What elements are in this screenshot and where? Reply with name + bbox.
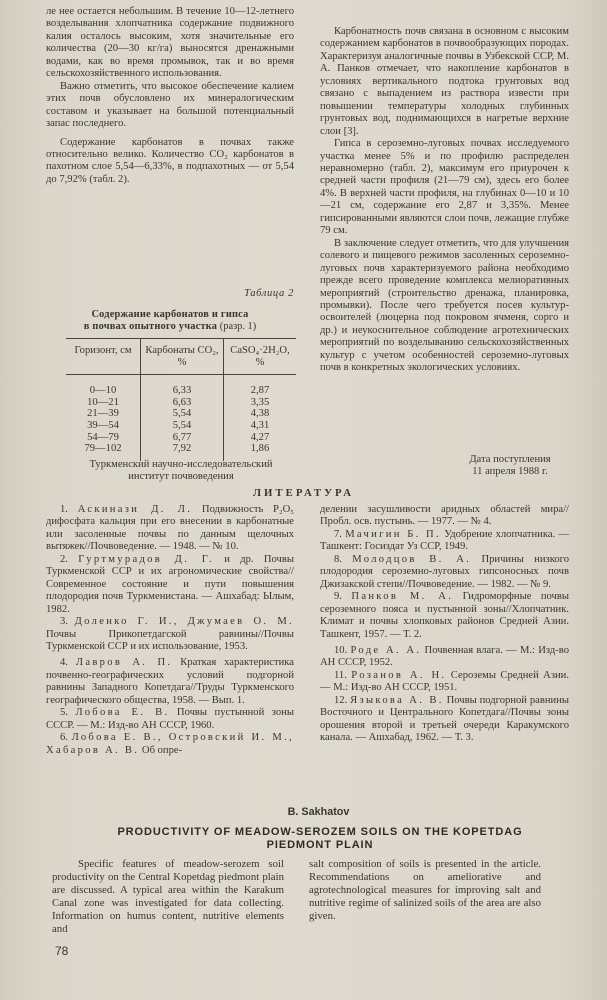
institute-line: институт почвоведения [128, 471, 234, 483]
cell-gypsum: 4,27 [250, 431, 270, 443]
cell-gypsum: 2,87 [250, 385, 270, 397]
table-title-line2: в почвах опытного участка [83, 321, 218, 333]
carbonate-gypsum-table [66, 338, 296, 461]
abstract-title [70, 826, 570, 852]
page-number: 78 [55, 944, 69, 958]
reference-item: 9. Панков М. А. Гидроморфные почвы сероземного пояса и пустынной зоны//Хлопчатник. Климат и почвы хлопковых районов Средней Азии. Ташкент, 1957. — Т. 2. [320, 591, 569, 640]
abstract-text: Specific features of meadow-serozem soil productivity on the Central Kopetdag piedmont plain are discussed. A typical area within the Karakum Canal zone was investigated for data collecting. Information on humus content, nutritive elements and [52, 858, 284, 935]
column-header-horizon: Горизонт, см [66, 339, 141, 375]
cell-horizon: 54—79 [66, 432, 141, 444]
table-row [66, 432, 296, 444]
reference-author: Мачигин Б. П. [345, 528, 441, 540]
references-left [46, 504, 294, 757]
reference-author: Лавров А. П. [75, 657, 173, 669]
abstract-right-column [309, 858, 541, 923]
table-title [46, 309, 294, 334]
paragraph: Содержание карбонатов в почвах также относительно велико. Количество CO₂ карбонатов в пахотном слое 5,54—6,33%, в подпахотных — от 5,54 до 7,92% (табл. 2). [46, 136, 294, 185]
abstract-title-line: PIEDMONT PLAIN [266, 839, 374, 851]
paragraph: Важно отметить, что высокое обеспечение калием этих почв обусловлено их минералогическим составом и указывает на большой потенциальный запас последнего. [46, 80, 294, 130]
cell-carbonates: 6,77 [141, 432, 224, 444]
paragraph: Гипса в сероземно-луговых почвах исследуемого участка менее 5% и по профилю распределен неравномерно (табл. 2), максимум его приурочен к средней части профиля (21—79 см), здесь его более 4%. В верхней части профиля, на глубинах 0—10 и 10—21 см, содержание его 2,87 и 3,35%. Менее гипсированными являются слои почв, лежащие глубже 79 см. [320, 138, 569, 237]
institute-line: Туркменский научно-исследовательский [89, 459, 273, 470]
reference-item: 2. Гуртмурадов Д. Г. и др. Почвы Туркменской ССР и их агрономические свойства//Современное состояние и пути повышения плодородия почв Туркменистана. — Ашхабад: Ылым, 1982. [46, 553, 294, 615]
abstract-left-column [52, 858, 284, 936]
cell-carbonates: 5,54 [141, 408, 224, 420]
reference-item: 5. Лобова Е. В. Почвы пустынной зоны СССР. — М.: Изд-во АН СССР, 1960. [46, 707, 294, 731]
reference-item: 1. Аскинази Д. Л. Подвижность P₂O₅ дифосфата кальция при его внесении в карбонатные или засоленные почвы по данным щелочных вытяжек//Почвоведение. — 1948. — № 10. [46, 504, 294, 553]
column-header-carbonates: Карбонаты CO₂, % [141, 339, 224, 375]
reference-author: Лобова Е. В., Островский И. М., Хабаров А. В. [46, 732, 294, 756]
cell-horizon: 79—102 [66, 443, 141, 461]
table-row [66, 397, 296, 409]
cell-gypsum: 4,31 [250, 419, 270, 431]
cell-gypsum: 4,38 [250, 408, 270, 420]
cell-horizon: 21—39 [66, 408, 141, 420]
right-column-text [320, 26, 569, 375]
received-value: 11 апреля 1988 г. [472, 466, 548, 478]
abstract-text: salt composition of soils is presented in the article. Recommendations on ameliorative and agrotechnological measures for improving salt and nutritive regime of salinized soils of the area are also given. [309, 858, 541, 922]
cell-carbonates: 6,33 [141, 375, 224, 397]
reference-item: 11. Розанов А. Н. Сероземы Средней Азии. — М.: Изд-во АН СССР, 1951. [320, 669, 570, 694]
cell-horizon: 39—54 [66, 420, 141, 432]
paragraph: ле нее остается небольшим. В течение 10—12-летнего возделывания хлопчатника содержание подвижного калия осталось высоким, хотя значительные его количества (20—30 кг/га) выносятся дренажными водами, как во время промывок, так и во время сельскохозяйственного использования. [46, 6, 294, 80]
reference-item: 12. Языкова А. В. Почвы подгорной равнины Восточного и Центрального Копетдага//Почвы зоны орошения второй и третьей очереди Каракумского канала. — Ашхабад, 1962. — Т. 3. [320, 694, 569, 744]
received-label: Дата поступления [469, 454, 551, 465]
reference-author: Доленко Г. И., Джумаев О. М. [74, 616, 294, 628]
references-right [320, 504, 569, 745]
cell-horizon: 0—10 [66, 375, 141, 397]
table-title-section: (разр. 1) [219, 321, 257, 333]
reference-author: Роде А. А. [350, 644, 422, 656]
paragraph: Карбонатность почв связана в основном с высоким содержанием карбонатов в почвообразующих породах. Характеризуя аналогичные почвы в Узбекской ССР, М. А. Панков отмечает, что накопление карбонатов в условиях вертикального подтока грунтовых вод связано с выпадением из раствора извести при повышении температуры холодных глубинных грунтовых вод, поднимающихся в нагретые верхние слои [3]. [320, 26, 569, 137]
received-date [440, 454, 580, 479]
reference-item: 7. Мачигин Б. П. Удобрение хлопчатника. — Ташкент: Госиздат Уз ССР, 1949. [320, 528, 569, 553]
reference-author: Языкова А. В. [350, 694, 444, 706]
cell-carbonates: 5,54 [141, 420, 224, 432]
table-row [66, 420, 296, 432]
cell-carbonates: 6,63 [141, 397, 224, 409]
table-label: Таблица 2 [244, 288, 294, 299]
table-row [66, 375, 296, 397]
abstract-title-line: PRODUCTIVITY OF MEADOW-SEROZEM SOILS ON THE KOPETDAG [117, 826, 523, 838]
cell-horizon: 10—21 [66, 397, 141, 409]
cell-gypsum: 3,35 [250, 396, 270, 408]
reference-author: Аскинази Д. Л. [77, 504, 193, 515]
references-heading: ЛИТЕРАТУРА [252, 487, 355, 499]
reference-author: Панков М. А. [351, 591, 454, 603]
cell-carbonates: 7,92 [141, 443, 224, 461]
table-row [66, 408, 296, 420]
reference-author: Лобова Е. В. [75, 707, 170, 719]
reference-item: 3. Доленко Г. И., Джумаев О. М. Почвы Прикопетдагской равнины//Почвы Туркменской ССР и их использование, 1953. [46, 616, 294, 652]
reference-item: 6. Лобова Е. В., Островский И. М., Хабаров А. В. Об опре- [46, 732, 294, 756]
paragraph: В заключение следует отметить, что для улучшения солевого и пищевого режимов засоленных сероземно-луговых почв характеризуемого района необходимо прежде всего проведение комплекса мелиоративных мероприятий (строительство дренажа, планировка, промывки). После чего требуется посев культур-освоителей (люцерна под покровом ячменя, сорго и др.) и неукоснительное соблюдение агротехнических мероприятий по возделыванию сельскохозяйственных культур с учетом особенностей сероземно-луговых почв в конкретных экологических условиях. [320, 237, 569, 374]
abstract-author: B. Sakhatov [287, 806, 350, 818]
reference-author: Розанов А. Н. [351, 669, 447, 681]
reference-author: Гуртмурадов Д. Г. [78, 553, 214, 565]
reference-continuation: делении засушливости аридных областей мира//Пробл. осв. пустынь. — 1977. — № 4. [320, 504, 569, 528]
reference-item: 4. Лавров А. П. Краткая характеристика почвенно-географических условий подгорной равнины Западного Копетдага//Труды Туркменского географического общества, 1958. — Вып. 1. [46, 657, 294, 706]
reference-author: Молодцов В. А. [352, 553, 472, 565]
left-column-text [46, 6, 294, 186]
reference-item: 8. Молодцов В. А. Причины низкого плодородия сероземно-луговых гипсоносных почв Джизакской степи//Почвоведение. — 1982. — № 9. [320, 553, 569, 590]
cell-gypsum: 1,86 [250, 443, 270, 455]
institute-affiliation [46, 459, 316, 484]
column-header-gypsum: CaSO₄·2H₂O, % [224, 339, 297, 375]
reference-item: 10. Роде А. А. Почвенная влага. — М.: Изд-во АН СССР, 1952. [320, 644, 569, 669]
table-title-line1: Содержание карбонатов и гипса [91, 309, 249, 320]
